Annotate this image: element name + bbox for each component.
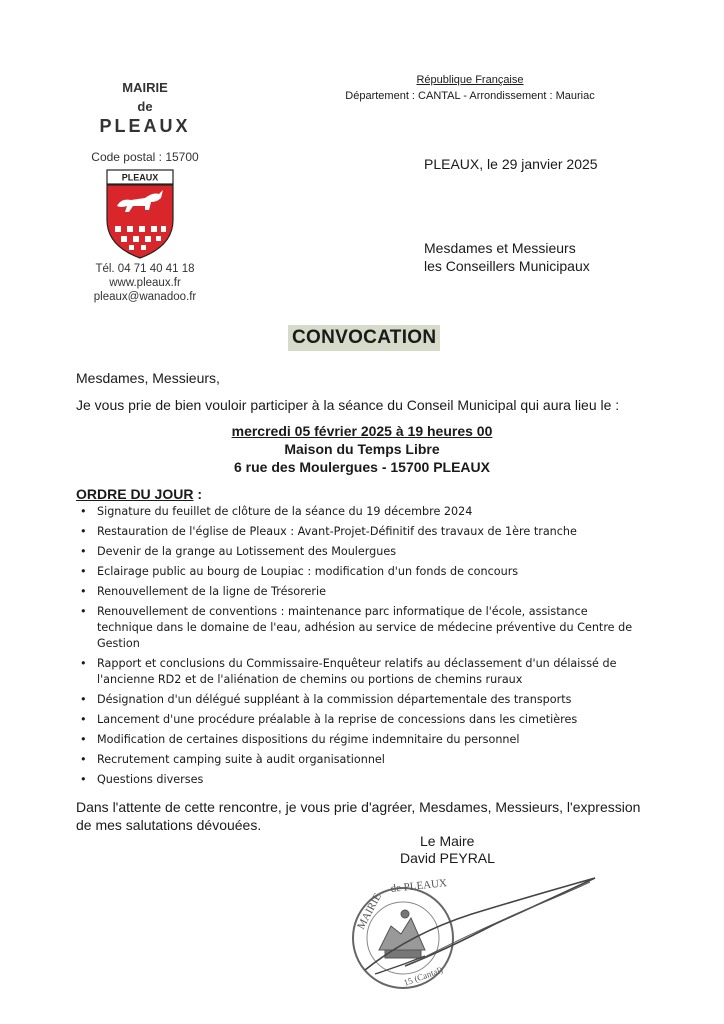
closing-paragraph: Dans l'attente de cette rencontre, je vous prie d'agréer, Mesdames, Messieurs, l'expression de mes salutations dévouées. [76,799,641,833]
website-link[interactable]: www.pleaux.fr [109,277,181,289]
coat-of-arms-label: PLEAUX [121,172,159,183]
recipient-line1: Mesdames et Messieurs [424,240,576,256]
svg-text:de PLEAUX: de PLEAUX [390,877,448,895]
email-link[interactable]: pleaux@wanadoo.fr [93,291,197,303]
agenda-item: • Recrutement camping suite à audit organisationnel [76,752,636,768]
agenda-item: • Renouvellement de la ligne de Trésorerie [76,584,636,600]
signature-role: Le Maire [420,833,475,849]
republic-heading: République Française [416,74,524,86]
agenda-item: • Désignation d'un délégué suppléant à la commission départementale des transports [76,692,636,708]
recipient-line2: les Conseillers Municipaux [424,258,590,274]
department-line: Département : CANTAL - Arrondissement : Mauriac [345,90,595,102]
mairie-title-line2: de [137,99,153,114]
agenda-heading-label: ORDRE DU JOUR [76,486,194,502]
agenda-item: • Devenir de la grange au Lotissement des Moulergues [76,544,636,560]
svg-text:MAIRIE: MAIRIE [355,891,385,932]
official-stamp-icon [345,870,605,1010]
document-title: CONVOCATION [288,325,440,351]
meeting-address: 6 rue des Moulergues - 15700 PLEAUX [234,459,490,475]
salutation: Mesdames, Messieurs, [76,370,220,386]
agenda-item: • Restauration de l'église de Pleaux : Avant-Projet-Définitif des travaux de 1ère tranche [76,524,636,540]
intro-sentence: Je vous prie de bien vouloir participer à la séance du Conseil Municipal qui aura lieu le : [76,397,620,413]
agenda-item: • Eclairage public au bourg de Loupiac : modification d'un fonds de concours [76,564,636,580]
agenda-item: • Signature du feuillet de clôture de la séance du 19 décembre 2024 [76,504,636,520]
signature-name: David PEYRAL [400,850,495,866]
mairie-title-line3: PLEAUX [99,116,191,136]
agenda-item: • Renouvellement de conventions : maintenance parc informatique de l'école, assistance technique dans le domaine de l'eau, adhésion au service de médecine préventive du Centre de Gestion [76,604,636,652]
agenda-heading [76,486,202,502]
agenda-heading-suffix: : [193,486,203,502]
agenda-item: • Modification de certaines dispositions du régime indemnitaire du personnel [76,732,636,748]
dateline: PLEAUX, le 29 janvier 2025 [424,156,598,172]
meeting-place: Maison du Temps Libre [284,441,440,457]
coat-of-arms-icon [105,168,175,260]
mairie-title-line1: MAIRIE [122,80,168,95]
agenda-item: • Rapport et conclusions du Commissaire-Enquêteur relatifs au déclassement d'un délaissé de l'ancienne RD2 et de l'aliénation de chemins ou portions de chemins ruraux [76,656,636,688]
postal-code: Code postal : 15700 [91,150,199,164]
agenda-list [76,504,636,788]
phone-number: Tél. 04 71 40 41 18 [95,263,195,275]
agenda-item: • Lancement d'une procédure préalable à la reprise de concessions dans les cimetières [76,712,636,728]
agenda-item: • Questions diverses [76,772,636,788]
meeting-date: mercredi 05 février 2025 à 19 heures 00 [231,423,493,439]
svg-text:15 (Cantal): 15 (Cantal) [402,964,444,988]
